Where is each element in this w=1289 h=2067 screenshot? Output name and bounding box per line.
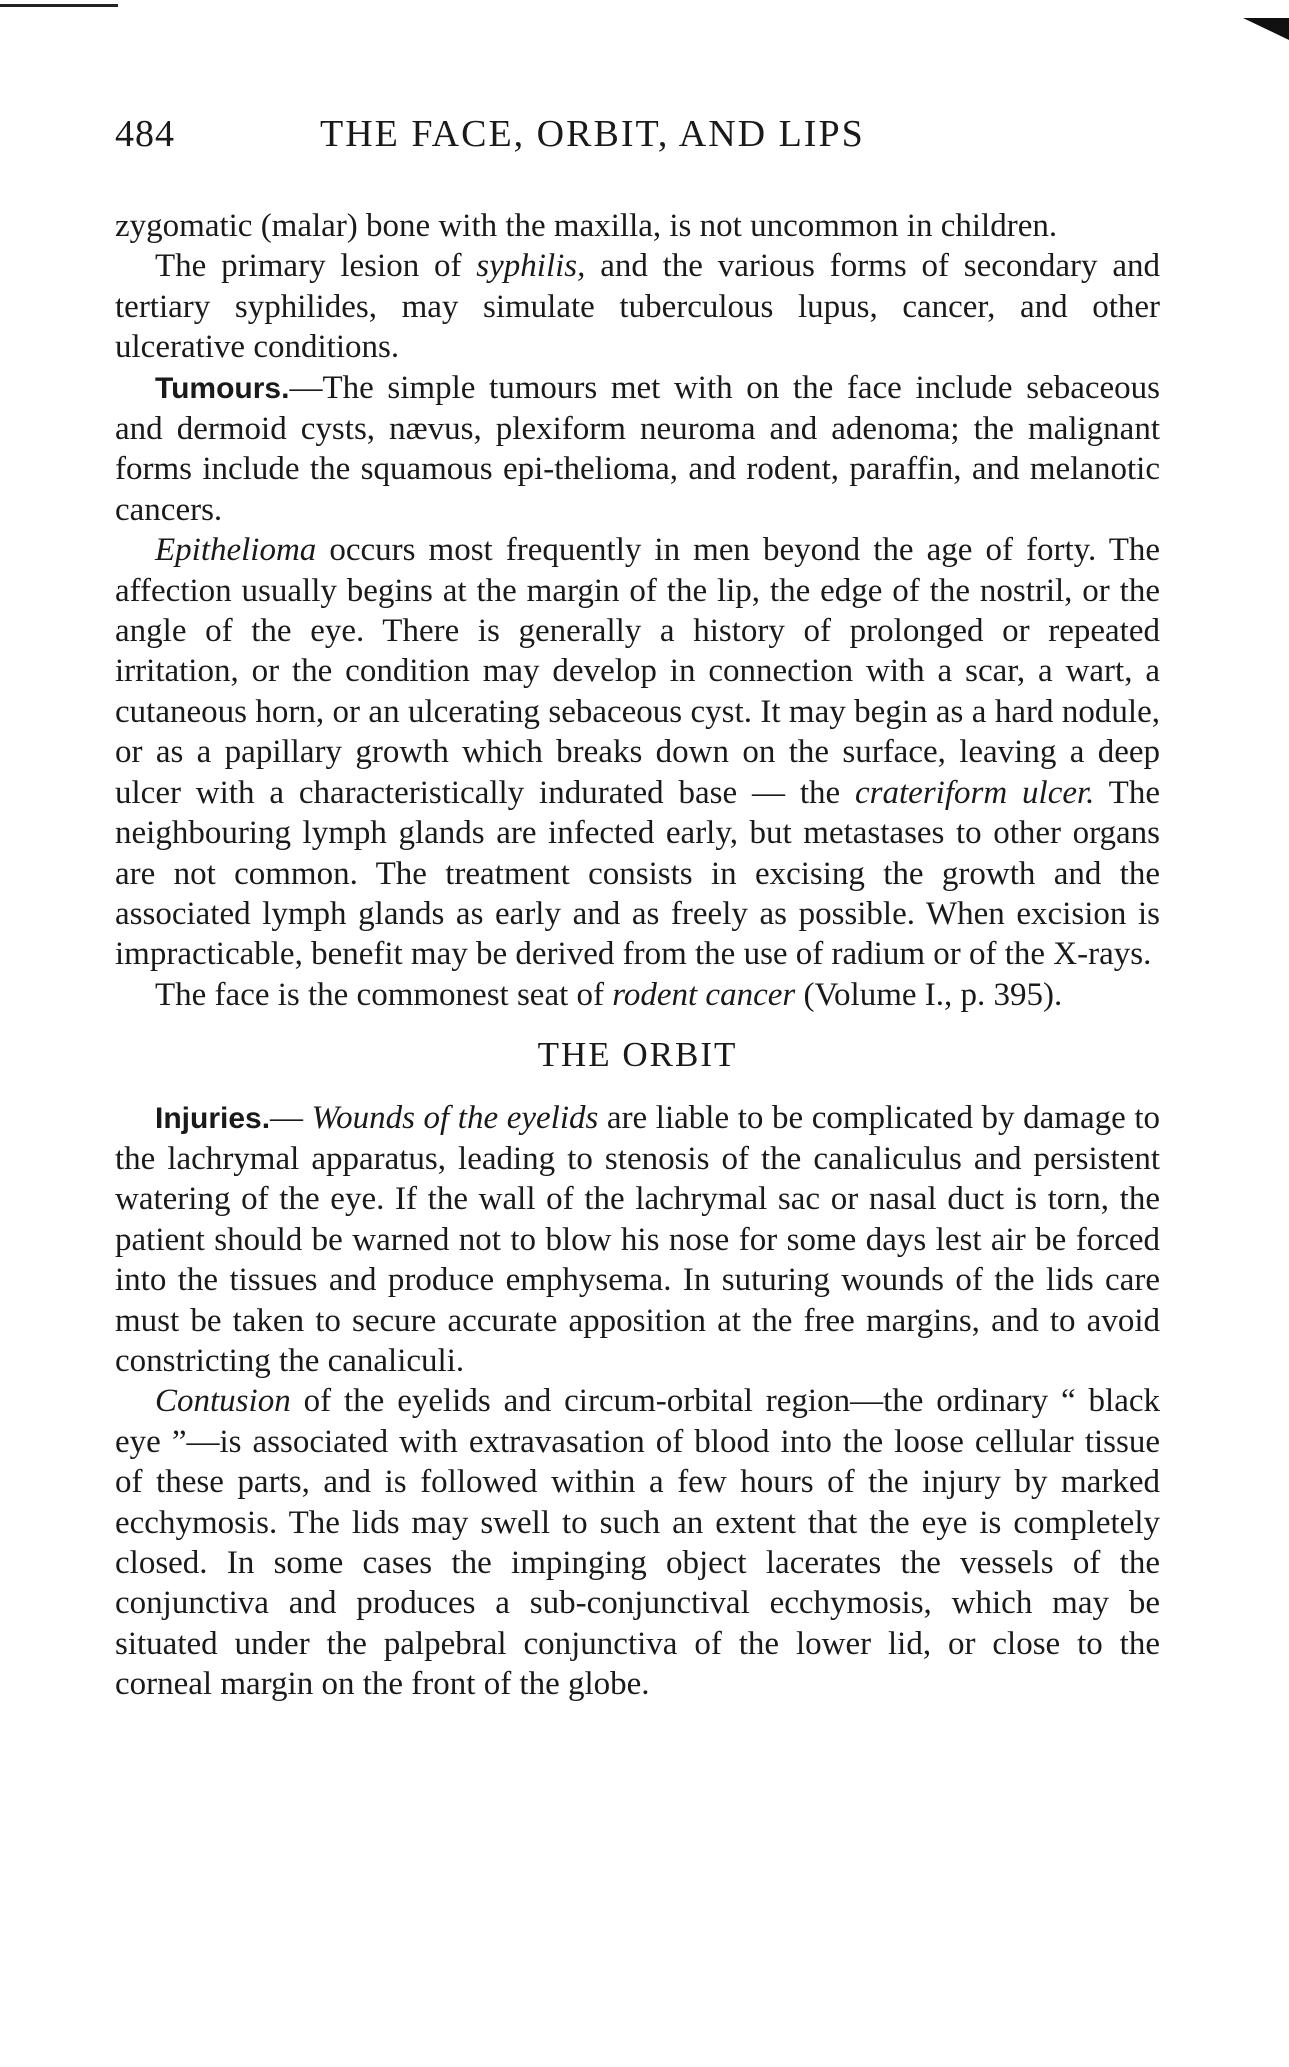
paragraph-tumours: Tumours.—The simple tumours met with on the face include sebaceous and dermoid cysts, nævus, plexiform neuroma and adenoma; the malignant forms include the squamous epi-thelioma, and rodent, paraffin, and melanotic cancers. — [115, 369, 1160, 528]
page-header — [115, 112, 1160, 162]
paragraph-heading-injuries: Injuries. — [155, 1101, 271, 1135]
paragraph-rodent-cancer: The face is the commonest seat of rodent cancer (Volume I., p. 395). — [155, 976, 1063, 1013]
paragraph-injuries: Injuries.— Wounds of the eyelids are liable to be complicated by damage to the lachrymal apparatus, leading to stenosis of the canaliculus and persistent watering of the eye. If the wall of the lachrymal sac or nasal duct is torn, the patient should be warned not to blow his nose for some days lest air be forced into the tissues and produce emphysema. In suturing wounds of the lids care must be taken to secure accurate apposition at the free margins, and to avoid constricting the canaliculi. — [115, 1099, 1161, 1379]
page-number: 484 — [115, 113, 175, 155]
paragraph-epithelioma: Epithelioma occurs most frequently in men beyond the age of forty. The affection usually begins at the margin of the lip, the edge of the nostril, or the angle of the eye. There is generally a history of prolonged or repeated irritation, or the condition may develop in connection with a scar, a wart, a cutaneous horn, or an ulcerating sebaceous cyst. It may begin as a hard nodule, or as a papillary growth which breaks down on the surface, leaving a deep ulcer with a characteristically indurated base — the crateriform ulcer. The neighbouring lymph glands are infected early, but metastases to other organs are not common. The treatment consists in excising the growth and the associated lymph glands as early and as freely as possible. When excision is impracticable, benefit may be derived from the use of radium or of the X-rays. — [115, 532, 1160, 973]
scan-corner-mark — [1243, 18, 1289, 40]
paragraph-syphilis: The primary lesion of syphilis, and the various forms of secondary and tertiary syphilides, may simulate tuberculous lupus, cancer, and other ulcerative conditions. — [115, 248, 1160, 366]
paragraph-heading-tumours: Tumours. — [155, 371, 290, 405]
scan-edge-mark — [0, 4, 118, 7]
paragraph-continuation: zygomatic (malar) bone with the maxilla, is not uncommon in children. — [115, 208, 1058, 244]
body-text — [115, 206, 1160, 1705]
section-title: THE ORBIT — [537, 1035, 738, 1075]
running-title: THE FACE, ORBIT, AND LIPS — [320, 113, 865, 155]
paragraph-contusion: Contusion of the eyelids and circum-orbital region—the ordinary “ black eye ”—is associated with extravasation of blood into the loose cellular tissue of these parts, and is followed within a few hours of the injury by marked ecchymosis. The lids may swell to such an extent that the eye is completely closed. In some cases the impinging object lacerates the vessels of the conjunctiva and produces a sub-conjunctival ecchymosis, which may be situated under the palpebral conjunctiva of the lower lid, or close to the corneal margin on the front of the globe. — [115, 1383, 1160, 1703]
